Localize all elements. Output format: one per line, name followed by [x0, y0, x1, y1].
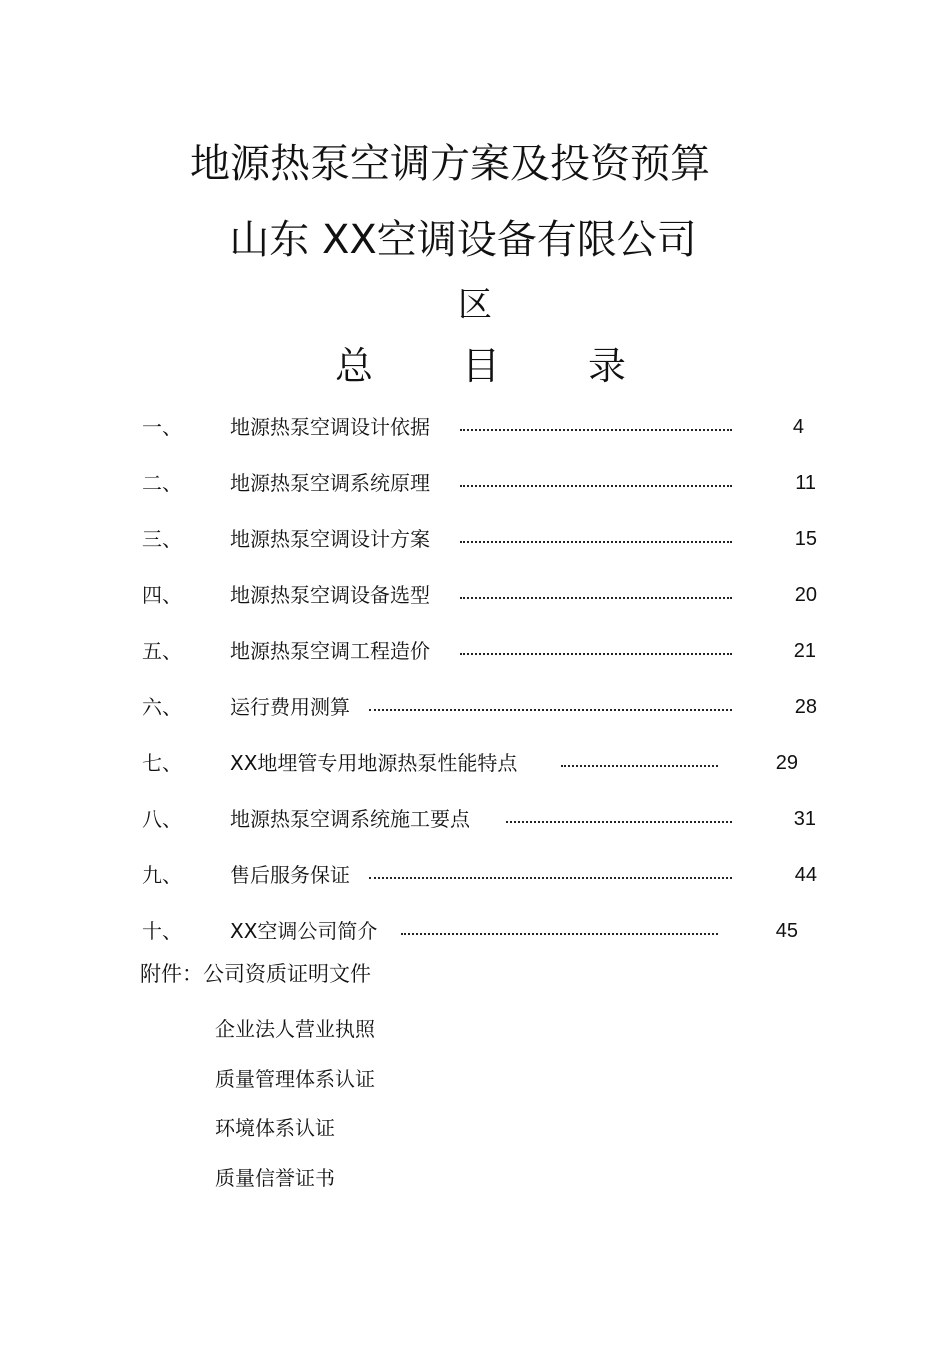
toc-title: 地源热泵空调设备选型	[230, 583, 430, 607]
toc-heading-char-3: 录	[588, 344, 627, 388]
toc-title: XX地埋管专用地源热泵性能特点	[230, 751, 518, 775]
toc-number: 六、	[142, 695, 182, 719]
toc-number: 一、	[142, 415, 182, 439]
toc-page-number: 44	[794, 864, 817, 886]
toc-leader-dots	[460, 650, 732, 655]
toc-leader-dots	[401, 930, 718, 935]
toc-page-number: 15	[794, 528, 817, 550]
toc-leader-dots	[460, 482, 732, 487]
toc-title: 地源热泵空调设计方案	[230, 527, 430, 551]
toc-entry[interactable]	[0, 916, 950, 946]
toc-leader-dots	[369, 706, 732, 711]
appendix-item: 质量管理体系认证	[215, 1067, 375, 1091]
company-name: 山东 XX空调设备有限公司	[229, 217, 697, 263]
toc-entry[interactable]	[0, 412, 950, 442]
toc-leader-dots	[460, 538, 732, 543]
district-label: 区	[458, 285, 492, 325]
toc-heading-char-2: 目	[462, 344, 501, 388]
toc-title: 地源热泵空调工程造价	[230, 639, 430, 663]
toc-title: 地源热泵空调系统施工要点	[230, 807, 470, 831]
toc-title: XX空调公司简介	[230, 919, 378, 943]
toc-number: 八、	[142, 807, 182, 831]
toc-page-number: 29	[775, 752, 798, 774]
toc-entry[interactable]	[0, 804, 950, 834]
toc-leader-dots	[561, 762, 718, 767]
toc-entry[interactable]	[0, 860, 950, 890]
toc-title: 运行费用测算	[230, 695, 350, 719]
toc-number: 二、	[142, 471, 182, 495]
toc-entry[interactable]	[0, 468, 950, 498]
toc-number: 七、	[142, 751, 182, 775]
toc-page-number: 11	[795, 472, 816, 494]
appendix-item: 环境体系认证	[215, 1116, 335, 1140]
toc-page-number: 45	[775, 920, 798, 942]
toc-title: 地源热泵空调设计依据	[230, 415, 430, 439]
appendix-item: 质量信誉证书	[215, 1166, 335, 1190]
toc-leader-dots	[460, 594, 732, 599]
toc-page-number: 21	[793, 640, 816, 662]
toc-leader-dots	[369, 874, 732, 879]
toc-number: 四、	[142, 583, 182, 607]
toc-page-number: 28	[794, 696, 817, 718]
toc-entry[interactable]	[0, 524, 950, 554]
toc-number: 五、	[142, 639, 182, 663]
toc-title: 售后服务保证	[230, 863, 350, 887]
toc-leader-dots	[506, 818, 732, 823]
toc-number: 九、	[142, 863, 182, 887]
toc-number: 三、	[142, 527, 182, 551]
appendix-heading: 附件：公司资质证明文件	[140, 962, 371, 986]
toc-heading-char-1: 总	[335, 344, 374, 388]
toc-page-number: 20	[794, 584, 817, 606]
appendix-item: 企业法人营业执照	[215, 1017, 375, 1041]
toc-page-number: 4	[792, 416, 804, 438]
toc-title: 地源热泵空调系统原理	[230, 471, 430, 495]
toc-entry[interactable]	[0, 748, 950, 778]
toc-entry[interactable]	[0, 692, 950, 722]
document-title: 地源热泵空调方案及投资预算	[190, 141, 710, 187]
toc-entry[interactable]	[0, 580, 950, 610]
toc-leader-dots	[460, 426, 732, 431]
toc-entry[interactable]	[0, 636, 950, 666]
toc-page-number: 31	[793, 808, 816, 830]
toc-number: 十、	[142, 919, 182, 943]
